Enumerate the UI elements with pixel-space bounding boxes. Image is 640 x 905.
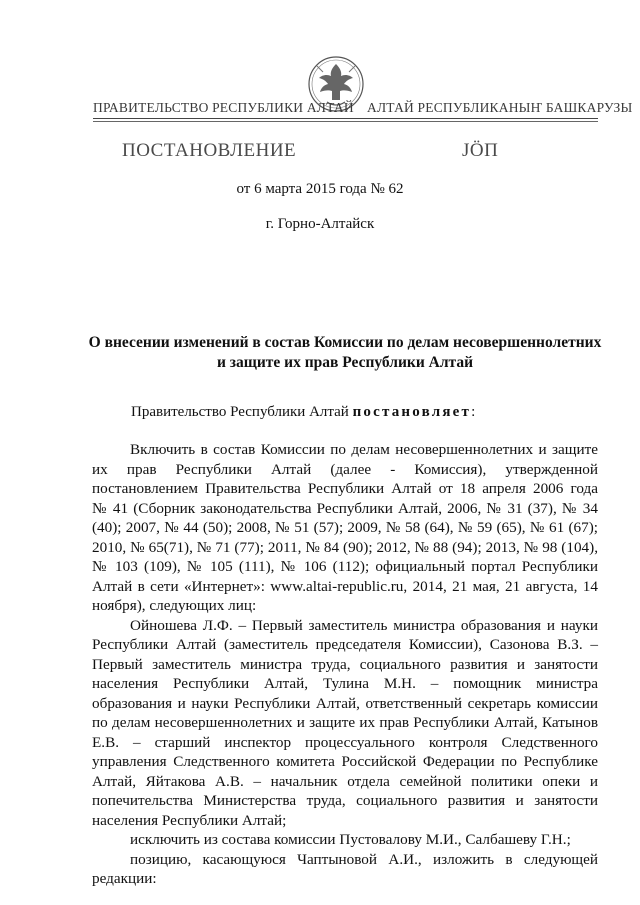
document-city: г. Горно-Алтайск (265, 216, 375, 232)
body-line: управления Следственного комитета Российской Федерации по Республике (92, 753, 598, 770)
body-line: (40); 2007, № 44 (50); 2008, № 51 (57); 2009, № 58 (64), № 59 (65), № 61 (67); (92, 519, 598, 536)
body-line: попечительства Министерства труда, социального развития и занятости (92, 792, 598, 809)
body-line: позицию, касающуюся Чаптыновой А.И., изложить в следующей (130, 850, 598, 868)
body-line: исключить из состава комиссии Пустовалову М.И., Салбашеву Г.Н.; (130, 831, 571, 848)
body-line: № 41 (Сборник законодательства Республики Алтай, 2006, № 31 (37), № 34 (92, 499, 598, 517)
body-line: населения Республики Алтай, Тулина М.Н. – помощник министра (92, 675, 598, 692)
body-line: № 103 (109), № 105 (111), № 106 (112); официальный портал Республики (92, 558, 598, 575)
body-line: редакции: (92, 870, 157, 887)
government-name-altai: АЛТАЙ РЕСПУБЛИКАНЫҤ БАШКАРУЗЫ (367, 100, 633, 115)
header-divider-thin (93, 121, 598, 122)
resolution-statement (131, 404, 475, 421)
body-line: 2010, № 65(71), № 71 (77); 2011, № 84 (90); 2012, № 88 (94); 2013, № 98 (104), (92, 538, 598, 556)
government-name-russian: ПРАВИТЕЛЬСТВО РЕСПУБЛИКИ АЛТАЙ (93, 100, 354, 115)
title-line: О внесении изменений в состав Комиссии по делам несовершеннолетних (88, 334, 602, 351)
body-line: Алтай, Яйтакова А.В. – начальник отдела семейной политики опеки и (92, 772, 598, 790)
document-title (88, 333, 602, 373)
body-line: их прав Республики Алтай (далее - Комиссия), утвержденной (92, 460, 598, 478)
body-line: Первый заместитель министра труда, социального развития и занятости (92, 655, 598, 673)
body-line: Республики Алтай (заместитель председателя Комиссии), Сазонова В.З. – (92, 636, 598, 653)
document-type-russian: ПОСТАНОВЛЕНИЕ (122, 140, 297, 161)
header-divider (93, 118, 598, 119)
body-line: Ойношева Л.Ф. – Первый заместитель министра образования и науки (130, 616, 598, 634)
body-line: постановлением Правительства Республики Алтай от 18 апреля 2006 года (92, 480, 598, 497)
body-line: ноября), следующих лиц: (92, 597, 257, 614)
document-date-number: от 6 марта 2015 года № 62 (236, 181, 404, 197)
resolution-colon: : (471, 404, 476, 420)
title-line: и защите их прав Республики Алтай (216, 354, 474, 371)
body-line: Включить в состав Комиссии по делам несовершеннолетних и защите (130, 441, 598, 458)
body-line: населения Республики Алтай; (92, 811, 287, 829)
body-line: по делам несовершеннолетних и защите их прав Республики Алтай, Катынов (92, 714, 598, 731)
document-type-altai: ЈӦП (462, 140, 499, 161)
resolution-verb: постановляет (352, 404, 472, 420)
resolution-subject: Правительство Республики Алтай (131, 404, 349, 420)
body-line: Алтай в сети «Интернет»: www.altai-republic.ru, 2014, 21 мая, 21 августа, 14 (92, 577, 598, 595)
document-header (0, 0, 640, 135)
document-body (92, 440, 598, 889)
body-line: Е.В. – старший инспектор процессуального контроля Следственного (92, 733, 598, 751)
body-line: образования и науки Республики Алтай, ответственный секретарь комиссии (92, 694, 598, 712)
